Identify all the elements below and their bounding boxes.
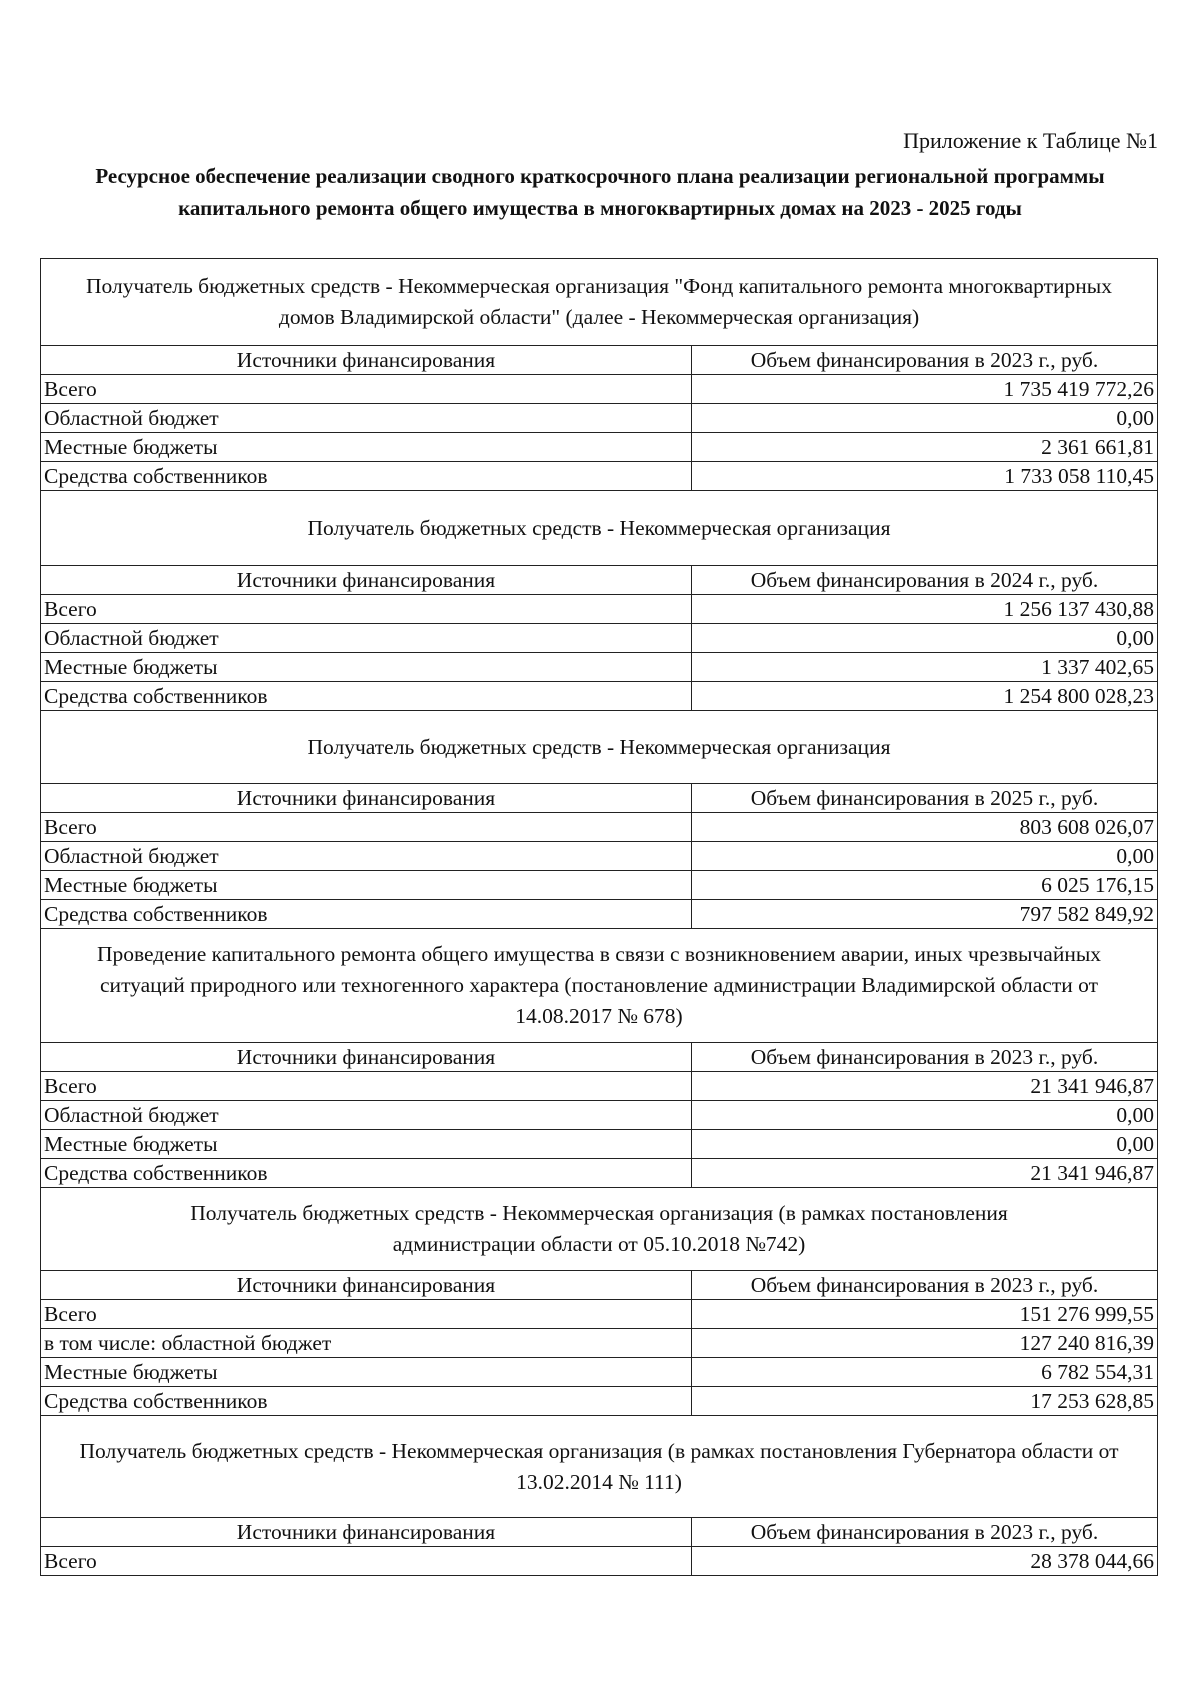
source-cell: Всего [41,595,692,624]
amount-column-header: Объем финансирования в 2023 г., руб. [692,346,1158,375]
column-header-row [41,1518,1158,1547]
table-row [41,1329,1158,1358]
section-heading-row [41,491,1158,566]
source-cell: Всего [41,1072,692,1101]
source-cell: Местные бюджеты [41,871,692,900]
table-row [41,1072,1158,1101]
amount-cell: 21 341 946,87 [692,1159,1158,1188]
table-row [41,1358,1158,1387]
column-header-row [41,1043,1158,1072]
table-row [41,375,1158,404]
table-row [41,404,1158,433]
source-cell: Всего [41,1547,692,1576]
source-cell: Областной бюджет [41,624,692,653]
amount-cell: 797 582 849,92 [692,900,1158,929]
table-row [41,1159,1158,1188]
section-heading: Получатель бюджетных средств - Некоммерческая организация (в рамках постановления администрации области от 05.10.2018 №742) [41,1188,1158,1271]
amount-cell: 151 276 999,55 [692,1300,1158,1329]
table-row [41,1547,1158,1576]
table-row [41,1300,1158,1329]
amount-column-header: Объем финансирования в 2024 г., руб. [692,566,1158,595]
section-heading: Получатель бюджетных средств - Некоммерческая организация "Фонд капитального ремонта многоквартирных домов Владимирской области" (далее - Некоммерческая организация) [41,259,1158,346]
sources-column-header: Источники финансирования [41,566,692,595]
amount-cell: 2 361 661,81 [692,433,1158,462]
source-cell: Средства собственников [41,1387,692,1416]
amount-cell: 127 240 816,39 [692,1329,1158,1358]
amount-cell: 6 025 176,15 [692,871,1158,900]
column-header-row [41,346,1158,375]
column-header-row [41,1271,1158,1300]
source-cell: Областной бюджет [41,842,692,871]
amount-column-header: Объем финансирования в 2023 г., руб. [692,1518,1158,1547]
source-cell: Всего [41,375,692,404]
amount-column-header: Объем финансирования в 2023 г., руб. [692,1271,1158,1300]
sources-column-header: Источники финансирования [41,784,692,813]
amount-cell: 6 782 554,31 [692,1358,1158,1387]
section-heading: Получатель бюджетных средств - Некоммерческая организация (в рамках постановления Губернатора области от 13.02.2014 № 111) [41,1416,1158,1518]
table-row [41,624,1158,653]
amount-cell: 1 254 800 028,23 [692,682,1158,711]
amount-cell: 803 608 026,07 [692,813,1158,842]
section-heading: Проведение капитального ремонта общего имущества в связи с возникновением аварии, иных чрезвычайных ситуаций природного или техногенного характера (постановление администрации Владимирской области от 14.08.2017 № 678) [41,929,1158,1043]
amount-cell: 1 337 402,65 [692,653,1158,682]
amount-cell: 0,00 [692,624,1158,653]
source-cell: Средства собственников [41,682,692,711]
amount-column-header: Объем финансирования в 2025 г., руб. [692,784,1158,813]
source-cell: Местные бюджеты [41,1130,692,1159]
sources-column-header: Источники финансирования [41,346,692,375]
appendix-label: Приложение к Таблице №1 [903,128,1158,153]
amount-cell: 1 735 419 772,26 [692,375,1158,404]
table-row [41,1387,1158,1416]
source-cell: Местные бюджеты [41,653,692,682]
document-title: Ресурсное обеспечение реализации сводного краткосрочного плана реализации региональной программы капитального ремонта общего имущества в многоквартирных домах на 2023 - 2025 годы [95,164,1105,220]
section-heading: Получатель бюджетных средств - Некоммерческая организация [41,491,1158,566]
section-heading-row [41,259,1158,346]
section-heading-row [41,711,1158,784]
section-heading-row [41,1416,1158,1518]
section-heading-row [41,1188,1158,1271]
table-row [41,1130,1158,1159]
source-cell: Средства собственников [41,900,692,929]
source-cell: в том числе: областной бюджет [41,1329,692,1358]
source-cell: Местные бюджеты [41,1358,692,1387]
sources-column-header: Источники финансирования [41,1043,692,1072]
amount-cell: 0,00 [692,842,1158,871]
amount-cell: 0,00 [692,404,1158,433]
financing-table [40,258,1158,1576]
source-cell: Местные бюджеты [41,433,692,462]
table-row [41,462,1158,491]
table-row [41,595,1158,624]
table-row [41,900,1158,929]
amount-column-header: Объем финансирования в 2023 г., руб. [692,1043,1158,1072]
amount-cell: 1 256 137 430,88 [692,595,1158,624]
source-cell: Всего [41,813,692,842]
column-header-row [41,566,1158,595]
section-heading: Получатель бюджетных средств - Некоммерческая организация [41,711,1158,784]
amount-cell: 17 253 628,85 [692,1387,1158,1416]
amount-cell: 0,00 [692,1101,1158,1130]
amount-cell: 0,00 [692,1130,1158,1159]
source-cell: Областной бюджет [41,1101,692,1130]
table-row [41,1101,1158,1130]
source-cell: Средства собственников [41,462,692,491]
amount-cell: 1 733 058 110,45 [692,462,1158,491]
table-row [41,433,1158,462]
amount-cell: 21 341 946,87 [692,1072,1158,1101]
table-row [41,682,1158,711]
table-row [41,842,1158,871]
section-heading-row [41,929,1158,1043]
source-cell: Областной бюджет [41,404,692,433]
sources-column-header: Источники финансирования [41,1271,692,1300]
table-row [41,653,1158,682]
table-row [41,871,1158,900]
source-cell: Средства собственников [41,1159,692,1188]
table-row [41,813,1158,842]
sources-column-header: Источники финансирования [41,1518,692,1547]
amount-cell: 28 378 044,66 [692,1547,1158,1576]
source-cell: Всего [41,1300,692,1329]
column-header-row [41,784,1158,813]
